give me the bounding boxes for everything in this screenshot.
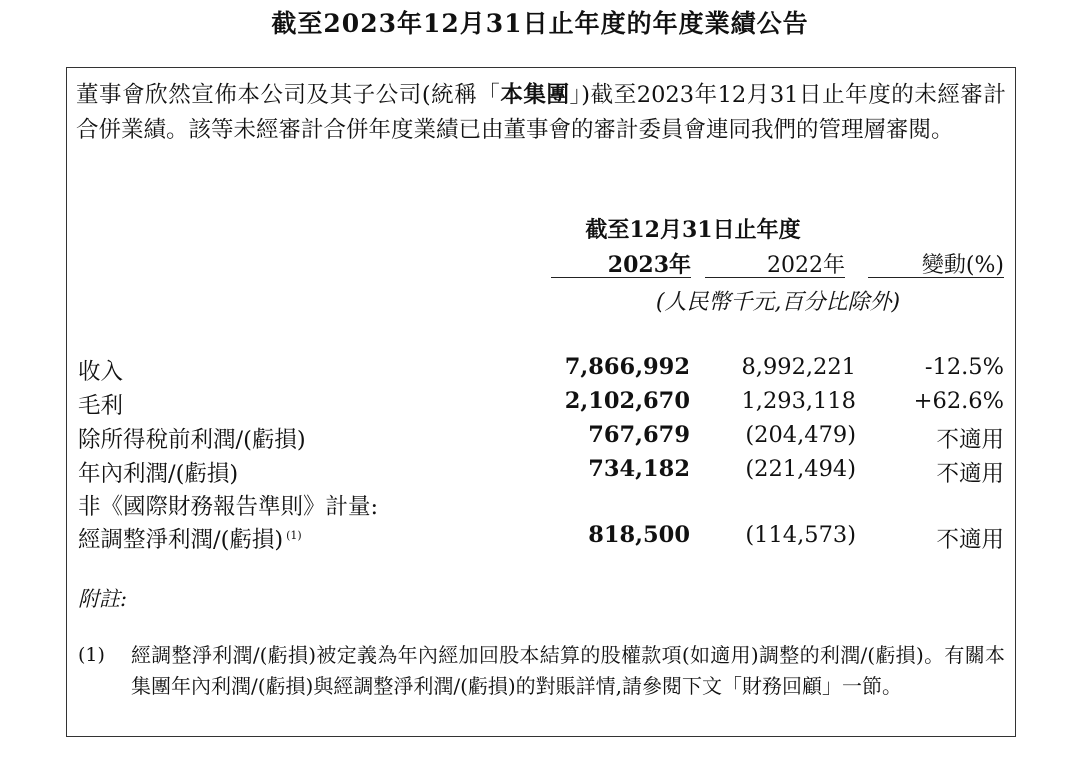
adjusted-net-profit-2022: (114,573) xyxy=(745,522,856,548)
row-label-adjusted-net-profit xyxy=(78,522,302,554)
adjusted-net-profit-label: 經調整淨利潤/(虧損) xyxy=(78,527,284,553)
row-label-revenue: 收入 xyxy=(78,359,124,385)
period-header: 截至12月31日止年度 xyxy=(585,217,801,243)
profit-for-year-2022: (221,494) xyxy=(745,456,856,482)
row-label-gross-profit: 毛利 xyxy=(78,393,124,419)
announcement-title: 截至2023年12月31日止年度的年度業績公告 xyxy=(271,9,809,38)
profit-before-tax-2022: (204,479) xyxy=(745,422,856,448)
profit-for-year-2023: 734,182 xyxy=(588,456,690,482)
unit-note: (人民幣千元,百分比除外) xyxy=(655,290,901,315)
revenue-2022: 8,992,221 xyxy=(741,354,856,380)
revenue-change: -12.5% xyxy=(924,354,1004,380)
footnote-number: (1) xyxy=(78,644,105,666)
footnote-ref: (1) xyxy=(286,529,302,542)
row-label-profit-for-year: 年內利潤/(虧損) xyxy=(78,461,239,487)
column-header-2022: 2022年 xyxy=(705,248,845,278)
column-header-2023: 2023年 xyxy=(551,248,691,278)
group-defined-term: 本集團 xyxy=(500,82,570,108)
footnote-text: 經調整淨利潤/(虧損)被定義為年內經加回股本結算的股權款項(如適用)調整的利潤/(虧損)。有關本集團年內利潤/(虧損)與經調整淨利潤/(虧損)的對賬詳情,請參閱下文「財務回顧」一節。 xyxy=(131,643,1005,698)
adjusted-net-profit-change: 不適用 xyxy=(936,527,1004,553)
non-ifrs-heading: 非《國際財務報告準則》計量: xyxy=(78,494,379,520)
profit-before-tax-change: 不適用 xyxy=(936,427,1004,453)
intro-text-start: 董事會欣然宣佈本公司及其子公司(統稱「 xyxy=(76,82,501,108)
profit-for-year-change: 不適用 xyxy=(936,461,1004,487)
gross-profit-2022: 1,293,118 xyxy=(741,388,856,414)
column-header-change: 變動(%) xyxy=(868,248,1004,278)
profit-before-tax-2023: 767,679 xyxy=(588,422,690,448)
gross-profit-change: +62.6% xyxy=(913,388,1004,414)
intro-paragraph xyxy=(76,78,1006,148)
row-label-profit-before-tax: 除所得稅前利潤/(虧損) xyxy=(78,427,306,453)
notes-heading: 附註: xyxy=(78,587,128,611)
adjusted-net-profit-2023: 818,500 xyxy=(588,522,690,548)
intro-text-end: 」)截至2023年12月31日止年度的未經審計合併業績。該等未經審計合併年度業績已由董事會的審計委員會連同我們的管理層審閱。 xyxy=(76,82,1006,143)
revenue-2023: 7,866,992 xyxy=(564,354,690,380)
gross-profit-2023: 2,102,670 xyxy=(564,388,690,414)
